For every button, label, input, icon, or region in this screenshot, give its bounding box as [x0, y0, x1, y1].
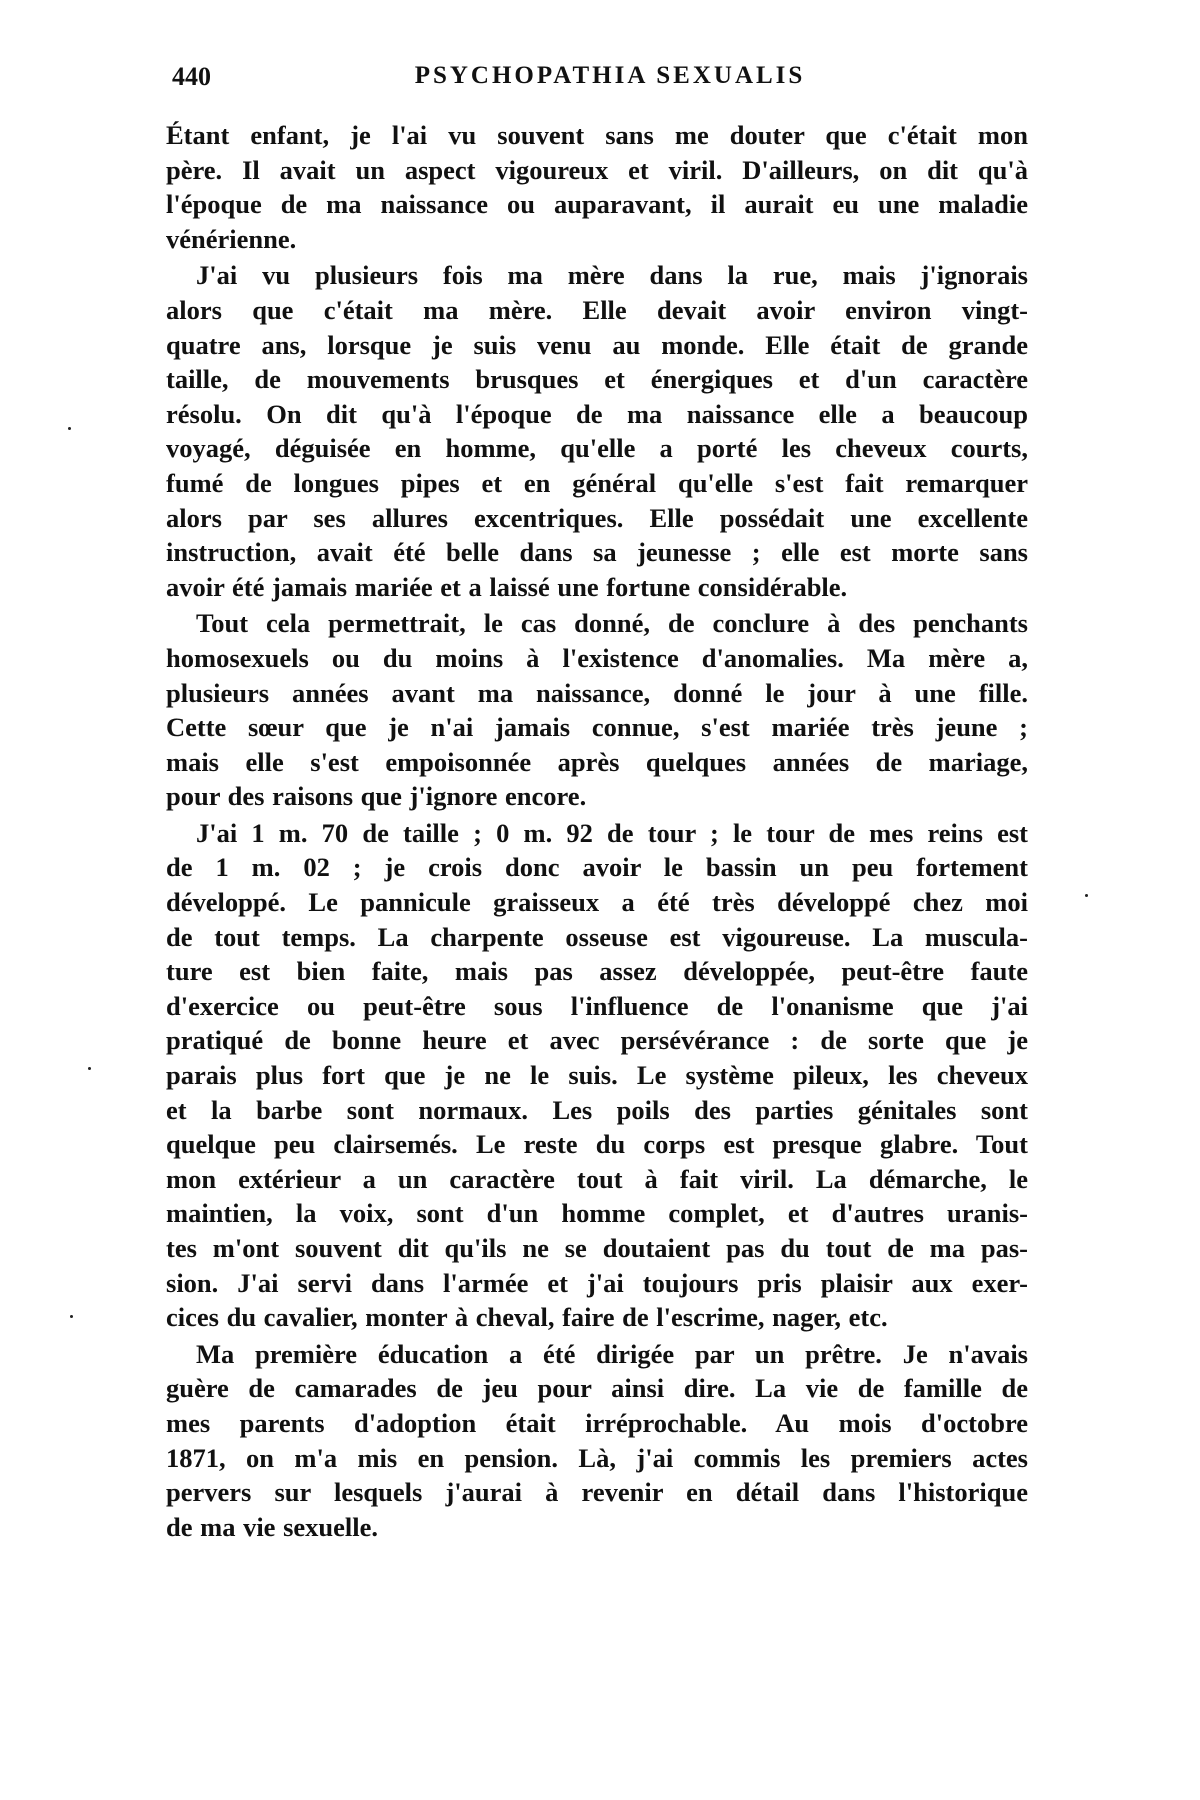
text-line: de tout temps. La charpente osseuse est vigoureuse. La muscula-	[166, 921, 1028, 952]
text-line: guère de camarades de jeu pour ainsi dire. La vie de famille de	[166, 1373, 1028, 1404]
page-number: 440	[172, 62, 211, 91]
running-head-title: PSYCHOPATHIA SEXUALIS	[414, 62, 806, 89]
text-line: alors par ses allures excentriques. Elle possédait une excellente	[166, 502, 1028, 533]
text-line: de 1 m. 02 ; je crois donc avoir le bassin un peu fortement	[166, 852, 1028, 883]
text-line: cices du cavalier, monter à cheval, faire de l'escrime, nager, etc.	[166, 1302, 888, 1333]
text-line: avoir été jamais mariée et a laissé une fortune considérable.	[166, 571, 848, 602]
paragraph	[166, 118, 1028, 256]
text-line: instruction, avait été belle dans sa jeunesse ; elle est morte sans	[166, 537, 1028, 568]
text-line: mes parents d'adoption était irréprochable. Au mois d'octobre	[166, 1407, 1028, 1438]
text-line: parais plus fort que je ne le suis. Le système pileux, les cheveux	[166, 1060, 1028, 1091]
scan-speck	[1085, 894, 1088, 897]
text-line: mon extérieur a un caractère tout à fait viril. La démarche, le	[166, 1163, 1028, 1194]
text-line: vénérienne.	[166, 223, 297, 254]
text-line: développé. Le pannicule graisseux a été très développé chez moi	[166, 887, 1028, 918]
text-line: Étant enfant, je l'ai vu souvent sans me douter que c'était mon	[166, 120, 1028, 150]
text-line: J'ai 1 m. 70 de taille ; 0 m. 92 de tour ; le tour de mes reins est	[196, 817, 1028, 848]
text-line: quatre ans, lorsque je suis venu au monde. Elle était de grande	[166, 329, 1028, 360]
text-line: pratiqué de bonne heure et avec persévérance : de sorte que je	[166, 1025, 1028, 1056]
scan-speck	[70, 1315, 73, 1318]
text-line: Tout cela permettrait, le cas donné, de conclure à des penchants	[196, 608, 1028, 639]
text-line: sion. J'ai servi dans l'armée et j'ai toujours pris plaisir aux exer-	[166, 1267, 1028, 1298]
text-line: tes m'ont souvent dit qu'ils ne se doutaient pas du tout de ma pas-	[166, 1233, 1028, 1263]
text-line: J'ai vu plusieurs fois ma mère dans la rue, mais j'ignorais	[196, 260, 1028, 291]
text-line: mais elle s'est empoisonnée après quelques années de mariage,	[166, 746, 1028, 777]
text-line: et la barbe sont normaux. Les poils des parties génitales sont	[166, 1094, 1028, 1125]
text-line: pour des raisons que j'ignore encore.	[166, 781, 587, 812]
text-line: alors que c'était ma mère. Elle devait avoir environ vingt-	[166, 294, 1028, 325]
scan-speck	[88, 1067, 91, 1070]
text-line: Cette sœur que je n'ai jamais connue, s'est mariée très jeune ;	[166, 712, 1028, 743]
text-line: ture est bien faite, mais pas assez développée, peut-être faute	[166, 956, 1028, 987]
text-line: voyagé, déguisée en homme, qu'elle a porté les cheveux courts,	[166, 433, 1028, 464]
scan-speck	[68, 427, 71, 430]
text-line: quelque peu clairsemés. Le reste du corps est presque glabre. Tout	[166, 1129, 1028, 1160]
text-line: plusieurs années avant ma naissance, donné le jour à une fille.	[166, 677, 1028, 708]
text-line: l'époque de ma naissance ou auparavant, il aurait eu une maladie	[166, 189, 1028, 220]
paragraph	[166, 258, 1028, 604]
paragraph	[166, 606, 1028, 814]
text-line: fumé de longues pipes et en général qu'elle s'est fait remarquer	[166, 467, 1028, 498]
text-line: Ma première éducation a été dirigée par un prêtre. Je n'avais	[196, 1338, 1028, 1369]
text-line: d'exercice ou peut-être sous l'influence de l'onanisme que j'ai	[166, 990, 1028, 1021]
body-text	[166, 118, 1028, 1546]
text-line: de ma vie sexuelle.	[166, 1511, 379, 1542]
text-line: père. Il avait un aspect vigoureux et viril. D'ailleurs, on dit qu'à	[166, 154, 1028, 185]
text-line: maintien, la voix, sont d'un homme complet, et d'autres uranis-	[166, 1198, 1028, 1229]
paragraph	[166, 816, 1028, 1335]
text-line: taille, de mouvements brusques et énergiques et d'un caractère	[166, 364, 1028, 395]
text-line: 1871, on m'a mis en pension. Là, j'ai commis les premiers actes	[166, 1442, 1028, 1473]
text-line: résolu. On dit qu'à l'époque de ma naissance elle a beaucoup	[166, 398, 1028, 429]
text-line: pervers sur lesquels j'aurai à revenir en détail dans l'historique	[166, 1477, 1028, 1508]
text-line: homosexuels ou du moins à l'existence d'anomalies. Ma mère a,	[166, 642, 1028, 673]
paragraph	[166, 1337, 1028, 1545]
